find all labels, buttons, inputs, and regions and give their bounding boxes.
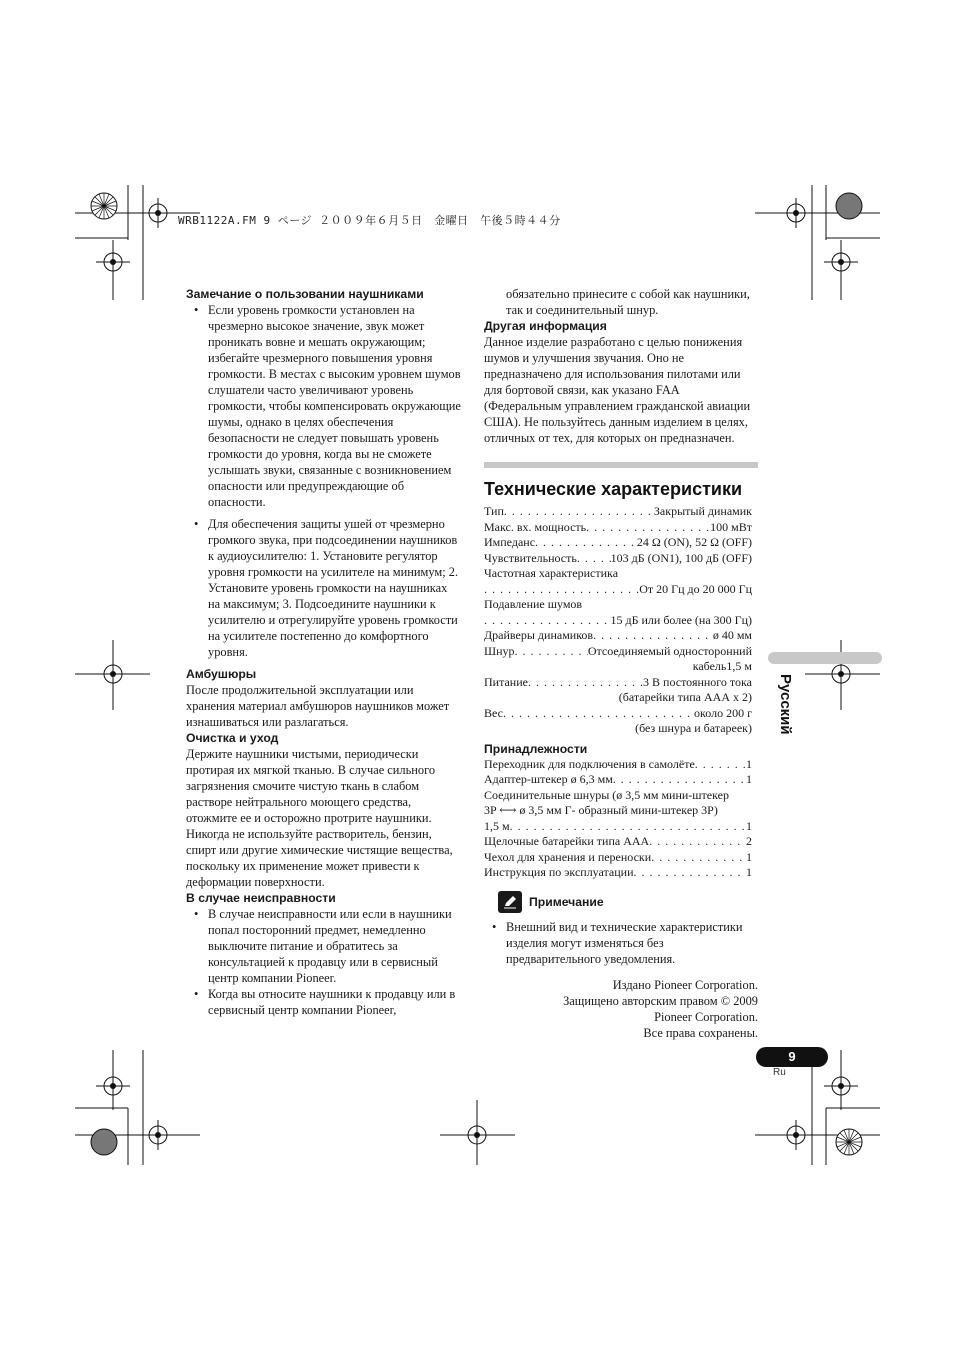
list-item: • В случае неисправности или если в наушники попал посторонний предмет, немедленно выключите питание и обратитесь за консультацией к продавцу или в сервисный центр компании Pioneer.	[186, 906, 462, 986]
spec-row: Чувствительность . . . 103 дБ (ON1), 100 дБ (OFF)	[484, 551, 752, 567]
accessories-table	[484, 757, 752, 881]
copyright-line: Издано Pioneer Corporation.	[612, 977, 758, 992]
section-divider-bar	[484, 462, 758, 468]
spec-row-label: Подавление шумов	[484, 597, 583, 611]
spec-row: Вес . . . около 200 г	[484, 706, 752, 722]
accessory-row: 1,5 м . . . 1	[484, 819, 752, 835]
note-header	[498, 891, 758, 913]
section-heading-ear-pads: Амбушюры	[186, 667, 257, 681]
malfunction-list	[186, 906, 462, 1018]
accessory-row: Переходник для подключения в самолёте . . . 1	[484, 757, 752, 773]
note-title: Примечание	[529, 894, 604, 909]
page-language-code: Ru	[773, 1067, 786, 1078]
accessory-row: Чехол для хранения и переноски . . . 1	[484, 850, 752, 866]
language-tab-bar	[768, 652, 882, 664]
section-heading-other-info: Другая информация	[484, 319, 607, 333]
copyright-line: Защищено авторским правом © 2009	[563, 993, 758, 1008]
section-heading-cleaning: Очистка и уход	[186, 731, 279, 745]
spec-row: Питание . . . 3 В постоянного тока	[484, 675, 752, 691]
language-side-label: Русский	[777, 674, 794, 735]
list-item: • Внешний вид и технические характеристики изделия могут изменяться без предварительного уведомления.	[484, 919, 758, 967]
copyright-line: Pioneer Corporation.	[654, 1009, 758, 1024]
spec-row-sub: кабель1,5 м	[692, 659, 752, 673]
pencil-note-icon	[498, 891, 522, 913]
continued-bullet-text: обязательно принесите с собой как наушники, так и соединительный шнур.	[506, 287, 750, 317]
right-column	[484, 286, 758, 1041]
list-item: • Для обеспечения защиты ушей от чрезмерно громкого звука, при подсоединении наушников к аудиоусилителю: 1. Установите регулятор уровня громкости на усилителе на минимум; 2. Установите уровень громкости на наушниках на максимум; 3. Подсоедините наушники к усилителю и отрегулируйте уровень громкости на усилителе постепенно до комфортного уровня.	[186, 516, 462, 660]
section-heading-accessories: Принадлежности	[484, 741, 588, 756]
headphone-usage-list	[186, 302, 462, 660]
page-number: 9	[756, 1047, 828, 1067]
spec-title: Технические характеристики	[484, 479, 743, 499]
spec-row: Импеданс . . . 24 Ω (ON), 52 Ω (OFF)	[484, 535, 752, 551]
spec-row: . . . 15 дБ или более (на 300 Гц)	[484, 613, 752, 629]
section-heading-malfunction: В случае неисправности	[186, 891, 336, 905]
spec-row: Шнур . . . Отсоединяемый односторонний	[484, 644, 752, 660]
ear-pads-text: После продолжительной эксплуатации или хранения материал амбушюров наушников может изнашиваться или разлагаться.	[186, 683, 450, 729]
spec-row-sub: (батарейки типа ААА x 2)	[618, 690, 752, 704]
left-column	[186, 286, 462, 1018]
print-header: WRB1122A.FM 9 ページ ２００９年６月５日 金曜日 午後５時４４分	[178, 214, 561, 227]
accessory-row: Адаптер-штекер ø 6,3 мм . . . 1	[484, 772, 752, 788]
spec-row: . . . От 20 Гц до 20 000 Гц	[484, 582, 752, 598]
copyright-block	[484, 977, 758, 1041]
accessory-row-text: Соединительные шнуры (ø 3,5 мм мини-штекер	[484, 787, 729, 802]
copyright-line: Все права сохранены.	[643, 1025, 758, 1040]
accessory-row: Щелочные батарейки типа ААА . . . 2	[484, 834, 752, 850]
spec-row-sub: (без шнура и батареек)	[635, 721, 752, 735]
spec-row-label: Частотная характеристика	[484, 566, 619, 580]
section-heading-headphone-usage: Замечание о пользовании наушниками	[186, 287, 424, 301]
accessory-row: Инструкция по эксплуатации . . . 1	[484, 865, 752, 881]
spec-table	[484, 504, 752, 737]
note-list	[484, 919, 758, 967]
spec-row: Драйверы динамиков . . . ø 40 мм	[484, 628, 752, 644]
spec-row: Макс. вх. мощность . . . 100 мВт	[484, 520, 752, 536]
spec-row: Тип . . . Закрытый динамик	[484, 504, 752, 520]
list-item: • Когда вы относите наушники к продавцу или в сервисный центр компании Pioneer,	[186, 986, 462, 1018]
list-item: • Если уровень громкости установлен на чрезмерно высокое значение, звук может проникать вовне и мешать окружающим; избегайте чрезмерного повышения уровня громкости. В местах с высоким уровнем шумов слушатели часто увеличивают уровень громкости, чтобы компенсировать окружающие шумы, однако в целях обеспечения безопасности не следует повышать уровень громкости до уровня, когда вы не сможете услышать звуки, связанные с возникновением опасности или предупреждающие об опасности.	[186, 302, 462, 510]
other-info-text: Данное изделие разработано с целью понижения шумов и улучшения звучания. Оно не предназначено для использования пилотами или для бортовой связи, как указано FAA (Федеральным управлением гражданской авиации США). Не пользуйтесь данным изделием в целях, отличных от тех, для которых он предназначен.	[484, 335, 751, 445]
accessory-row-text: 3P ⟷ ø 3,5 мм Г- образный мини-штекер 3P)	[484, 803, 718, 817]
cleaning-text: Держите наушники чистыми, периодически протирая их мягкой тканью. В случае сильного загрязнения смочите чистую ткань в слабом растворе нейтрального моющего средства, отожмите ее и осторожно протрите наушники. Никогда не используйте растворитель, бензин, спирт или другие химические чистящие вещества, поскольку их применение может привести к деформации поверхности.	[186, 747, 453, 889]
